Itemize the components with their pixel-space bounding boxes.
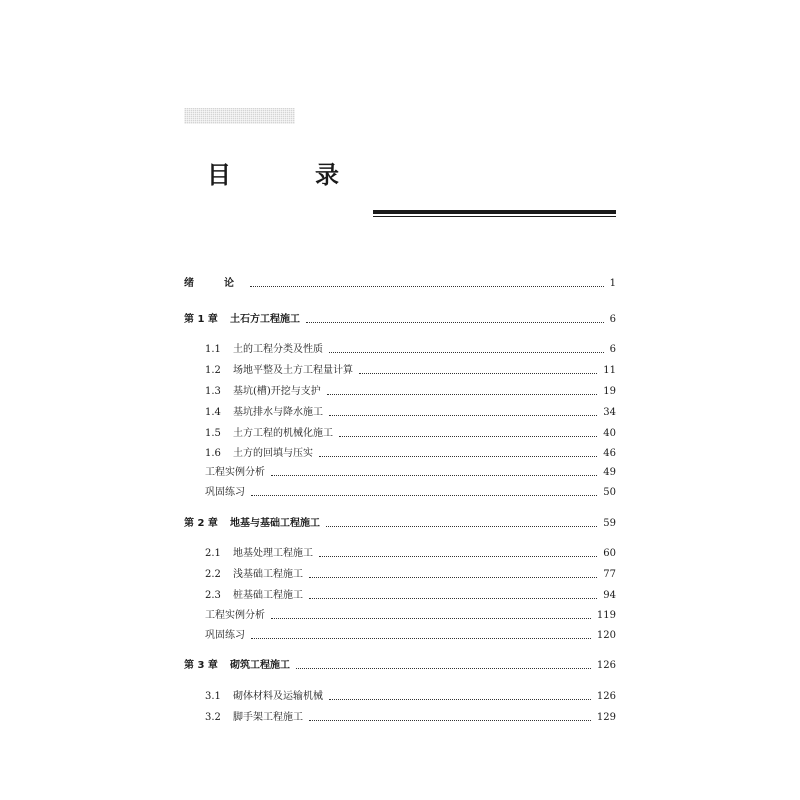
decorative-pattern-bar <box>184 108 295 124</box>
toc-page-number: 6 <box>609 344 616 355</box>
toc-entry-label: 土方的回填与压实 <box>233 448 313 459</box>
dot-leader <box>329 350 604 353</box>
toc-page-number: 11 <box>603 365 616 376</box>
toc-entry-label: 土石方工程施工 <box>230 314 300 325</box>
toc-page-number: 119 <box>596 610 616 621</box>
toc-entry-section-3-2[interactable] <box>205 709 616 727</box>
toc-page-number: 60 <box>603 548 616 559</box>
toc-entry-section-1-2[interactable] <box>205 362 616 380</box>
toc-entry-label: 土方工程的机械化施工 <box>233 428 333 439</box>
toc-entry-section-2-2[interactable] <box>205 566 616 584</box>
toc-entry-label: 地基处理工程施工 <box>233 548 313 559</box>
toc-entry-label: 桩基础工程施工 <box>233 590 303 601</box>
toc-entry-section-1-4[interactable] <box>205 404 616 422</box>
toc-entry-chapter-1[interactable] <box>184 311 616 329</box>
dot-leader <box>309 596 597 599</box>
toc-section-number: 1.5 <box>205 428 221 439</box>
toc-entry-label: 地基与基础工程施工 <box>230 518 320 529</box>
dot-leader <box>251 636 591 639</box>
dot-leader <box>271 616 591 619</box>
toc-entry-section-1-5[interactable] <box>205 425 616 443</box>
toc-section-number: 1.4 <box>205 407 221 418</box>
dot-leader <box>327 392 597 395</box>
toc-entry-case-analysis-1[interactable] <box>205 464 616 482</box>
toc-section-number: 2.1 <box>205 548 221 559</box>
toc-entry-section-3-1[interactable] <box>205 688 616 706</box>
dot-leader <box>309 718 591 721</box>
dot-leader <box>326 524 597 527</box>
toc-entry-chapter-3[interactable] <box>184 657 616 675</box>
toc-entry-exercises-2[interactable] <box>205 627 616 645</box>
toc-page-number: 49 <box>603 467 616 478</box>
title-rule-thin <box>373 216 616 217</box>
toc-page-number: 129 <box>596 712 616 723</box>
toc-entry-label: 巩固练习 <box>205 630 245 641</box>
toc-chapter-number: 第 3 章 <box>184 660 218 671</box>
dot-leader <box>250 284 604 287</box>
toc-entry-label: 巩固练习 <box>205 487 245 498</box>
toc-entry-label: 基坑(槽)开挖与支护 <box>233 386 321 397</box>
dot-leader <box>329 697 591 700</box>
dot-leader <box>359 371 597 374</box>
title-rule-thick <box>373 210 616 214</box>
toc-page-number: 50 <box>603 487 616 498</box>
dot-leader <box>296 666 591 669</box>
dot-leader <box>271 473 597 476</box>
toc-entry-label: 砌筑工程施工 <box>230 660 290 671</box>
toc-entry-section-1-3[interactable] <box>205 383 616 401</box>
toc-page-number: 120 <box>596 630 616 641</box>
toc-section-number: 2.3 <box>205 590 221 601</box>
toc-entry-intro[interactable] <box>184 275 616 293</box>
toc-entry-label: 基坑排水与降水施工 <box>233 407 323 418</box>
toc-section-number: 1.6 <box>205 448 221 459</box>
toc-page-number: 59 <box>603 518 616 529</box>
dot-leader <box>329 413 597 416</box>
dot-leader <box>319 554 597 557</box>
toc-section-number: 1.3 <box>205 386 221 397</box>
toc-page-number: 1 <box>609 278 616 289</box>
toc-section-number: 3.1 <box>205 691 221 702</box>
toc-page-number: 126 <box>596 660 616 671</box>
toc-chapter-number: 第 2 章 <box>184 518 218 529</box>
dot-leader <box>339 434 597 437</box>
toc-entry-section-2-3[interactable] <box>205 587 616 605</box>
dot-leader <box>309 575 597 578</box>
toc-page-number: 94 <box>603 590 616 601</box>
dot-leader <box>251 493 597 496</box>
toc-chapter-number: 第 1 章 <box>184 314 218 325</box>
toc-section-number: 1.1 <box>205 344 221 355</box>
toc-entry-label: 场地平整及土方工程量计算 <box>233 365 353 376</box>
toc-entry-label: 工程实例分析 <box>205 467 265 478</box>
toc-section-number: 1.2 <box>205 365 221 376</box>
toc-entry-label: 工程实例分析 <box>205 610 265 621</box>
toc-page-number: 19 <box>603 386 616 397</box>
toc-page-number: 6 <box>609 314 616 325</box>
toc-entry-section-2-1[interactable] <box>205 545 616 563</box>
dot-leader <box>306 320 604 323</box>
toc-page-number: 126 <box>596 691 616 702</box>
toc-page-number: 77 <box>603 569 616 580</box>
toc-entry-section-1-1[interactable] <box>205 341 616 359</box>
toc-section-number: 3.2 <box>205 712 221 723</box>
toc-section-number: 2.2 <box>205 569 221 580</box>
toc-page-number: 46 <box>603 448 616 459</box>
toc-page-number: 34 <box>603 407 616 418</box>
page-title: 目 录 <box>207 160 369 189</box>
toc-entry-label: 绪 论 <box>184 278 244 289</box>
toc-entry-case-analysis-2[interactable] <box>205 607 616 625</box>
toc-entry-label: 砌体材料及运输机械 <box>233 691 323 702</box>
toc-entry-label: 脚手架工程施工 <box>233 712 303 723</box>
toc-entry-label: 浅基础工程施工 <box>233 569 303 580</box>
toc-entry-chapter-2[interactable] <box>184 515 616 533</box>
dot-leader <box>319 454 597 457</box>
toc-entry-section-1-6[interactable] <box>205 445 616 463</box>
toc-entry-label: 土的工程分类及性质 <box>233 344 323 355</box>
toc-entry-exercises-1[interactable] <box>205 484 616 502</box>
toc-page-number: 40 <box>603 428 616 439</box>
